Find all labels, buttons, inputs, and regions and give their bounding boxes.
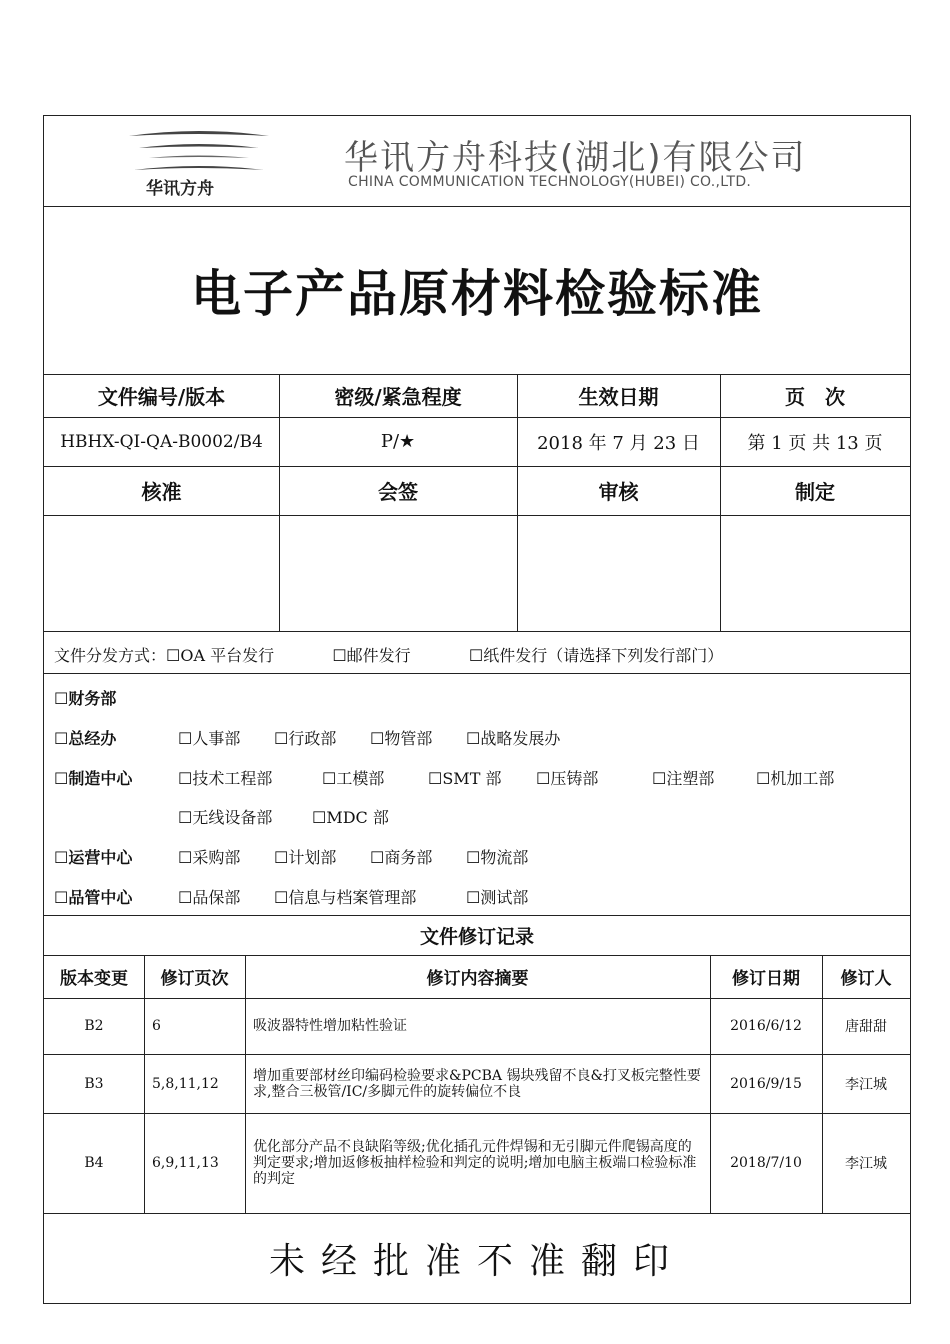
option-oa-platform[interactable]: ☐OA 平台发行 bbox=[166, 646, 275, 665]
rev-row1-date: 2016/6/12 bbox=[730, 1018, 802, 1034]
rev-row3-author: 李江城 bbox=[845, 1156, 887, 1172]
rev-row3-summary: 优化部分产品不良缺陷等级;优化插孔元件焊锡和无引脚元件爬锡高度的判定要求;增加返修板抽样检验和判定的说明;增加电脑主板端口检验标准的判定 bbox=[253, 1139, 697, 1187]
dept-wireless-equipment[interactable]: ☐无线设备部 bbox=[178, 808, 273, 827]
value-page: 第 1 页 共 13 页 bbox=[747, 432, 883, 454]
option-email[interactable]: ☐邮件发行 bbox=[332, 646, 411, 665]
company-name-cn: 华讯方舟科技(湖北)有限公司 bbox=[344, 138, 807, 178]
distribution-label: 文件分发方式： bbox=[54, 646, 167, 665]
no-reproduction-notice: 未经批准不准翻印 bbox=[268, 1240, 685, 1282]
dept-injection[interactable]: ☐注塑部 bbox=[652, 769, 715, 788]
rev-header-summary: 修订内容摘要 bbox=[426, 969, 529, 989]
rev-header-pages: 修订页次 bbox=[160, 969, 229, 989]
dept-tech-engineering[interactable]: ☐技术工程部 bbox=[178, 769, 273, 788]
header-security-level: 密级/紧急程度 bbox=[334, 385, 462, 409]
header-effective-date: 生效日期 bbox=[578, 385, 659, 409]
dept-tooling[interactable]: ☐工模部 bbox=[322, 769, 385, 788]
value-effective-date: 2018 年 7 月 23 日 bbox=[537, 432, 700, 454]
document-frame bbox=[43, 115, 911, 1304]
dept-purchasing[interactable]: ☐采购部 bbox=[178, 848, 241, 867]
header-page: 页 次 bbox=[785, 385, 845, 409]
dept-strategy[interactable]: ☐战略发展办 bbox=[466, 729, 561, 748]
distribution-method bbox=[54, 643, 723, 666]
dept-operations[interactable]: ☐运营中心 bbox=[54, 848, 133, 867]
rev-header-version: 版本变更 bbox=[60, 969, 128, 989]
rev-row1-author: 唐甜甜 bbox=[845, 1019, 887, 1035]
rev-row3-pages: 6,9,11,13 bbox=[152, 1155, 219, 1171]
dept-quality[interactable]: ☐品管中心 bbox=[54, 888, 133, 907]
header-review: 审核 bbox=[598, 480, 639, 504]
dept-hr[interactable]: ☐人事部 bbox=[178, 729, 241, 748]
header-doc-number: 文件编号/版本 bbox=[97, 385, 226, 409]
rev-row3-date: 2018/7/10 bbox=[730, 1155, 802, 1171]
dept-commerce[interactable]: ☐商务部 bbox=[370, 848, 433, 867]
revision-title: 文件修订记录 bbox=[419, 925, 534, 948]
sign-approve-box[interactable] bbox=[44, 515, 279, 631]
rev-row1-pages: 6 bbox=[152, 1018, 161, 1034]
rev-row2-summary: 增加重要部材丝印编码检验要求&PCBA 锡块残留不良&打叉板完整性要求,整合三极管/IC/多脚元件的旋转偏位不良 bbox=[253, 1067, 701, 1100]
sign-review-box[interactable] bbox=[517, 515, 720, 631]
dept-logistics[interactable]: ☐物流部 bbox=[466, 848, 529, 867]
dept-material-mgmt[interactable]: ☐物管部 bbox=[370, 729, 433, 748]
option-paper[interactable]: ☐纸件发行（请选择下列发行部门） bbox=[468, 646, 724, 665]
sign-prepare-box[interactable] bbox=[720, 515, 910, 631]
dept-testing[interactable]: ☐测试部 bbox=[466, 888, 529, 907]
rev-header-date: 修订日期 bbox=[732, 969, 800, 989]
header-approve: 核准 bbox=[141, 480, 182, 504]
company-logo bbox=[124, 124, 274, 199]
sign-countersign-box[interactable] bbox=[279, 515, 517, 631]
document-title: 电子产品原材料检验标准 bbox=[191, 265, 763, 323]
rev-row2-version: B3 bbox=[84, 1075, 104, 1092]
rev-row2-date: 2016/9/15 bbox=[730, 1075, 802, 1092]
dept-planning[interactable]: ☐计划部 bbox=[274, 848, 337, 867]
header-countersign: 会签 bbox=[378, 480, 418, 504]
value-doc-number: HBHX-QI-QA-B0002/B4 bbox=[60, 431, 263, 452]
dept-admin[interactable]: ☐行政部 bbox=[274, 729, 337, 748]
header-prepare: 制定 bbox=[795, 480, 835, 504]
logo-text: 华讯方舟 bbox=[146, 179, 214, 199]
dept-machining[interactable]: ☐机加工部 bbox=[756, 769, 835, 788]
dept-gm-office[interactable]: ☐总经办 bbox=[54, 729, 117, 748]
dept-quality-assurance[interactable]: ☐品保部 bbox=[178, 888, 241, 907]
rev-row3-version: B4 bbox=[84, 1155, 104, 1171]
rev-row1-version: B2 bbox=[84, 1018, 104, 1034]
rev-row2-pages: 5,8,11,12 bbox=[152, 1075, 219, 1092]
company-name-en: CHINA COMMUNICATION TECHNOLOGY(HUBEI) CO.,LTD. bbox=[348, 174, 752, 190]
rev-header-author: 修订人 bbox=[840, 969, 892, 989]
rev-row1-summary: 吸波器特性增加粘性验证 bbox=[253, 1018, 407, 1034]
dept-manufacturing[interactable]: ☐制造中心 bbox=[54, 769, 133, 788]
company-header bbox=[44, 116, 910, 206]
dept-info-archive[interactable]: ☐信息与档案管理部 bbox=[274, 888, 417, 907]
rev-row2-author: 李江城 bbox=[845, 1076, 887, 1093]
value-security-level: P/★ bbox=[380, 431, 416, 452]
dept-mdc[interactable]: ☐MDC 部 bbox=[312, 808, 389, 827]
dept-smt[interactable]: ☐SMT 部 bbox=[428, 769, 502, 788]
dept-finance[interactable]: ☐财务部 bbox=[54, 689, 117, 708]
dept-die-casting[interactable]: ☐压铸部 bbox=[536, 769, 599, 788]
